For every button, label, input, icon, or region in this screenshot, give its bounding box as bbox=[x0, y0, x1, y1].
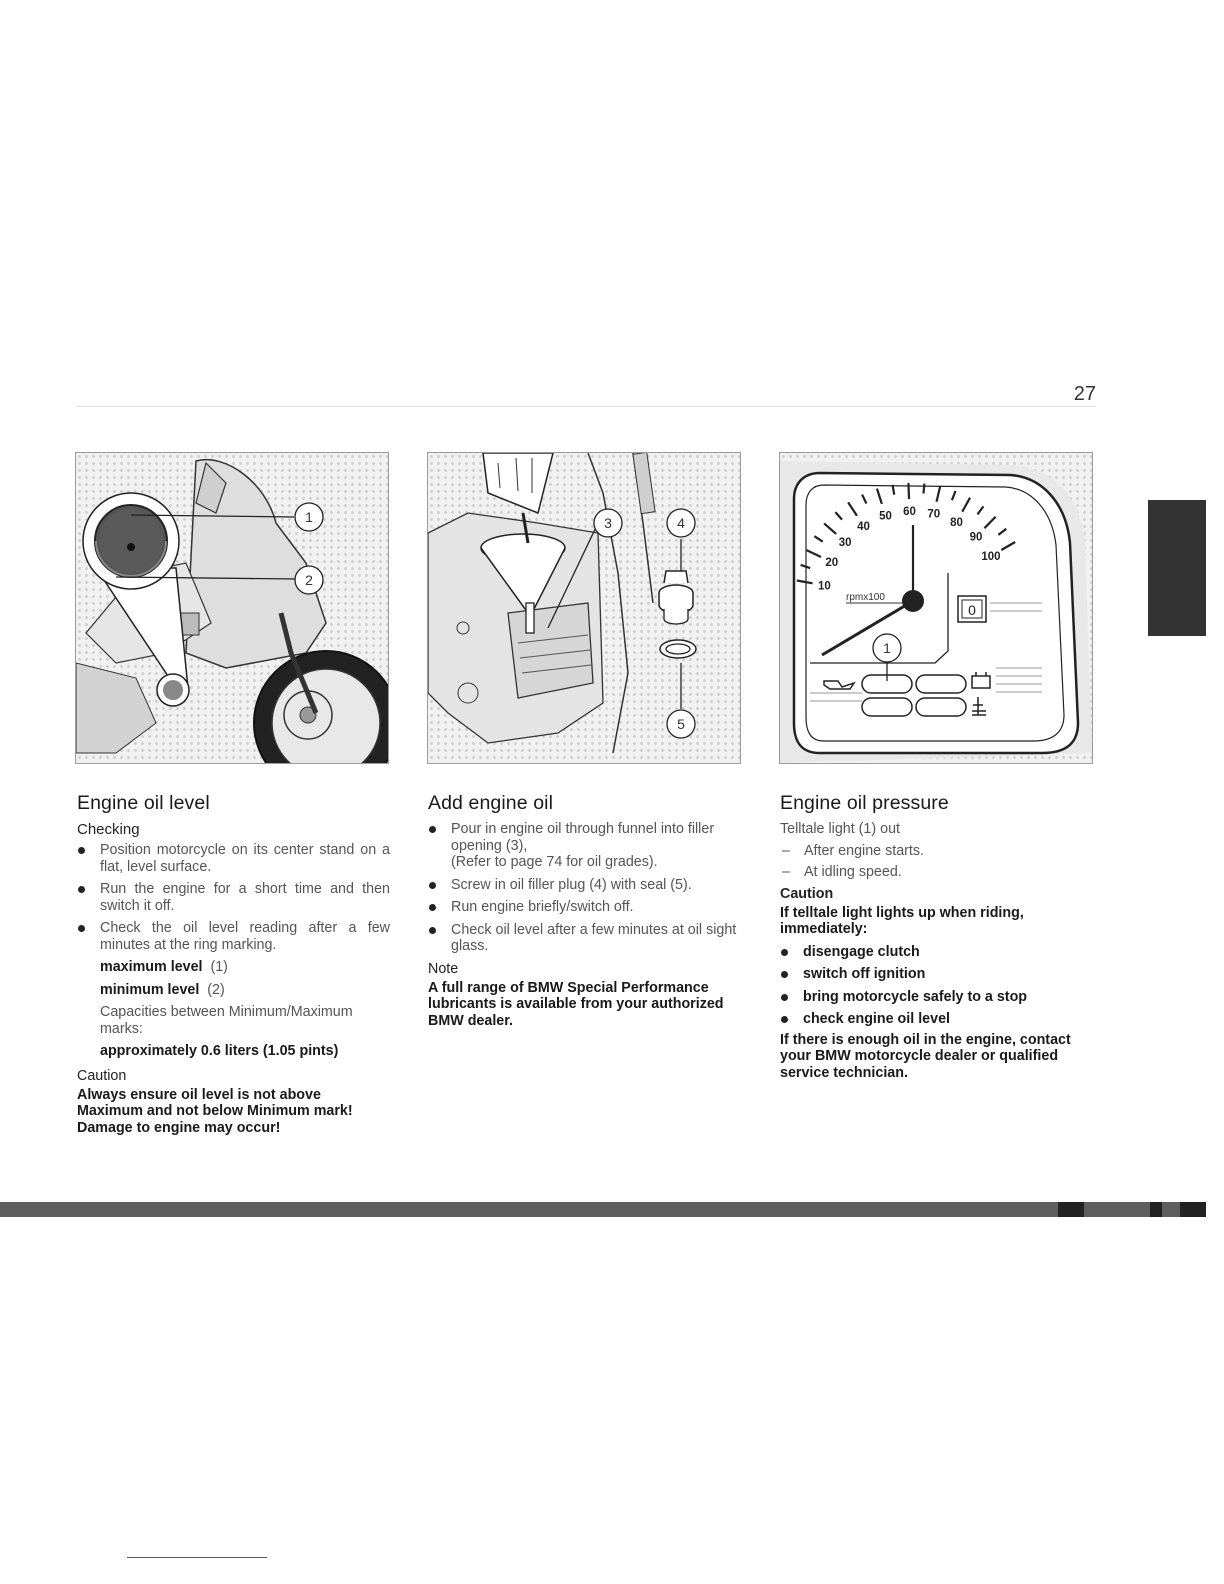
section-engine-oil-level bbox=[77, 792, 390, 1136]
gauge-number: 90 bbox=[969, 531, 983, 544]
closing-text: If there is enough oil in the engine, contact your BMW motorcycle dealer or qualified service technician. bbox=[780, 1031, 1071, 1081]
capacity-value: approximately 0.6 liters (1.05 pints) bbox=[100, 1043, 339, 1059]
page-number: 27 bbox=[1073, 383, 1096, 405]
caution-label: Caution bbox=[780, 885, 834, 902]
gauge-number: 40 bbox=[857, 520, 870, 533]
callout-1-label: 1 bbox=[883, 640, 891, 656]
gauge-tick bbox=[908, 483, 909, 499]
gauge-number: 80 bbox=[950, 517, 963, 530]
gauge-number: 50 bbox=[879, 510, 892, 523]
max-level-label: maximum level bbox=[100, 959, 203, 975]
list-item: bring motorcycle safely to a stop bbox=[780, 989, 1098, 1006]
gauge-number: 100 bbox=[981, 551, 1001, 563]
list-item: – At idling speed. bbox=[780, 864, 1098, 881]
min-level-ref: (2) bbox=[207, 981, 225, 998]
gauge-unit-label: rpmx100 bbox=[846, 592, 885, 603]
list-item: Check the oil level reading after a few minutes at the ring marking. bbox=[77, 920, 390, 953]
gear-indicator-value: 0 bbox=[968, 602, 976, 618]
list-item: check engine oil level bbox=[780, 1011, 1098, 1028]
caution-text: If telltale light lights up when riding, immediately: bbox=[780, 904, 1024, 937]
section-add-engine-oil bbox=[428, 792, 744, 1029]
caution-label: Caution bbox=[77, 1067, 127, 1084]
gauge-number: 30 bbox=[838, 536, 852, 549]
list-item: switch off ignition bbox=[780, 966, 1098, 983]
list-item: – After engine starts. bbox=[780, 843, 1098, 860]
list-item bbox=[428, 821, 744, 871]
motorcycle-sight-glass-illustration bbox=[76, 453, 388, 763]
section-heading: Engine oil pressure bbox=[780, 792, 949, 814]
tachometer-illustration bbox=[780, 453, 1092, 763]
section-heading: Add engine oil bbox=[428, 792, 553, 814]
add-oil-steps bbox=[428, 821, 744, 955]
list-item: Screw in oil filler plug (4) with seal (5). bbox=[428, 877, 744, 894]
note-text: A full range of BMW Special Performance lubricants is available from your authorized BMW dealer. bbox=[428, 979, 724, 1029]
min-level-label: minimum level bbox=[100, 981, 200, 998]
list-item: Run the engine for a short time and then switch it off. bbox=[77, 881, 390, 914]
gauge-tick bbox=[923, 484, 924, 494]
capacities-text: Capacities between Minimum/Maximum marks: bbox=[100, 1004, 353, 1037]
gauge-number: 10 bbox=[817, 580, 831, 593]
telltale-conditions bbox=[780, 843, 1098, 881]
footer-bar bbox=[0, 1202, 1206, 1217]
figure-tachometer bbox=[779, 452, 1093, 764]
telltale-intro: Telltale light (1) out bbox=[780, 821, 900, 837]
gauge-number: 70 bbox=[927, 508, 941, 521]
list-item: Run engine briefly/switch off. bbox=[428, 899, 744, 916]
gauge-number: 20 bbox=[825, 557, 839, 570]
callout-3-label: 3 bbox=[604, 515, 612, 531]
max-level-line bbox=[77, 959, 390, 976]
battery-icon bbox=[972, 676, 990, 688]
figure-add-oil bbox=[427, 452, 741, 764]
figure-oil-level bbox=[75, 452, 389, 764]
callout-1-label: 1 bbox=[305, 509, 313, 525]
add-oil-illustration bbox=[428, 453, 740, 763]
caution-actions bbox=[780, 944, 1098, 1028]
section-engine-oil-pressure bbox=[780, 792, 1098, 1081]
oil-grades-reference: (Refer to page 74 for oil grades). bbox=[451, 854, 658, 870]
callout-4-label: 4 bbox=[677, 515, 685, 531]
gauge-number: 60 bbox=[903, 506, 916, 519]
list-item: Check oil level after a few minutes at oil sight glass. bbox=[428, 922, 744, 955]
callout-5-label: 5 bbox=[677, 716, 685, 732]
footer-underline bbox=[127, 1557, 267, 1558]
chapter-tab bbox=[1148, 500, 1206, 636]
list-item: Position motorcycle on its center stand on a flat, level surface. bbox=[77, 842, 390, 875]
list-item-line: Pour in engine oil through funnel into filler opening (3), bbox=[451, 821, 715, 854]
min-level-line bbox=[77, 982, 390, 999]
checking-steps bbox=[77, 842, 390, 953]
max-level-ref: (1) bbox=[210, 959, 228, 975]
note-label: Note bbox=[428, 960, 459, 977]
list-item: disengage clutch bbox=[780, 944, 1098, 961]
section-heading: Engine oil level bbox=[77, 792, 210, 814]
subheading-checking: Checking bbox=[77, 821, 140, 838]
caution-text: Always ensure oil level is not above Maximum and not below Minimum mark! Damage to engine may occur! bbox=[77, 1086, 353, 1136]
callout-2-label: 2 bbox=[305, 572, 313, 588]
header-rule bbox=[75, 406, 1096, 407]
